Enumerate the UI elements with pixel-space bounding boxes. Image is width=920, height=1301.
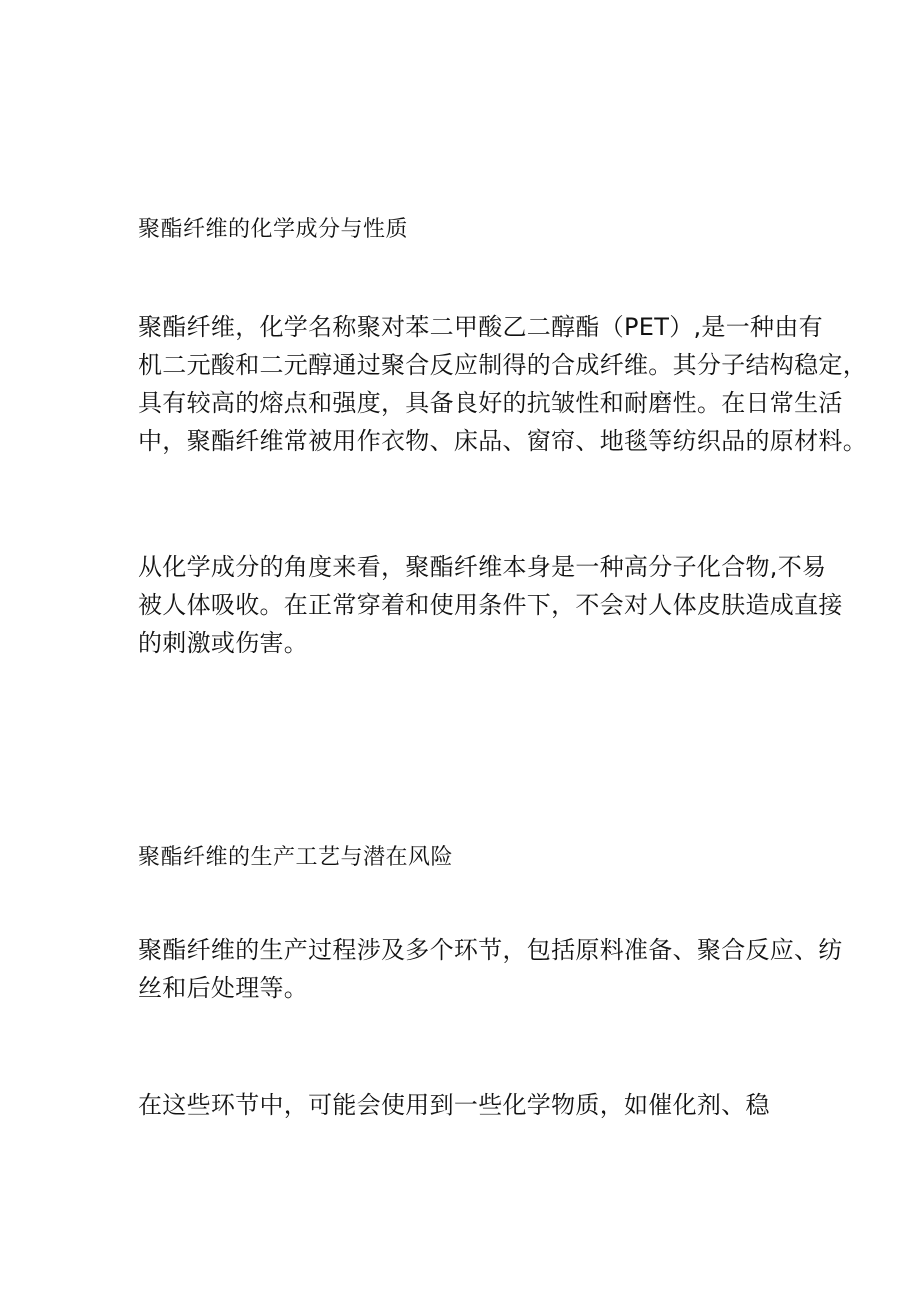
section-heading-production-risks: 聚酯纤维的生产工艺与潜在风险 — [138, 845, 454, 870]
paragraph-line: 聚酯纤维，化学名称聚对苯二甲酸乙二醇酯（PET）,是一种由有 — [138, 313, 823, 341]
paragraph-line: 从化学成分的角度来看，聚酯纤维本身是一种高分子化合物,不易 — [138, 553, 827, 581]
paragraph — [138, 308, 867, 460]
paragraph-line: 具有较高的熔点和强度，具备良好的抗皱性和耐磨性。在日常生活 — [138, 389, 843, 417]
paragraph-line: 聚酯纤维的生产过程涉及多个环节，包括原料准备、聚合反应、纺 — [138, 936, 843, 964]
paragraph — [138, 931, 843, 1007]
paragraph-line: 机二元酸和二元醇通过聚合反应制得的合成纤维。其分子结构稳定， — [138, 351, 867, 379]
paragraph — [138, 548, 843, 662]
paragraph-line: 被人体吸收。在正常穿着和使用条件下，不会对人体皮肤造成直接 — [138, 591, 843, 619]
paragraph-line: 的刺激或伤害。 — [138, 629, 309, 657]
paragraph-line: 在这些环节中，可能会使用到一些化学物质，如催化剂、稳 — [138, 1091, 770, 1119]
paragraph-line: 中，聚酯纤维常被用作衣物、床品、窗帘、地毯等纺织品的原材料。 — [138, 427, 867, 455]
paragraph — [138, 1086, 770, 1124]
section-heading-chemical-composition: 聚酯纤维的化学成分与性质 — [138, 217, 409, 242]
paragraph-line: 丝和后处理等。 — [138, 974, 309, 1002]
